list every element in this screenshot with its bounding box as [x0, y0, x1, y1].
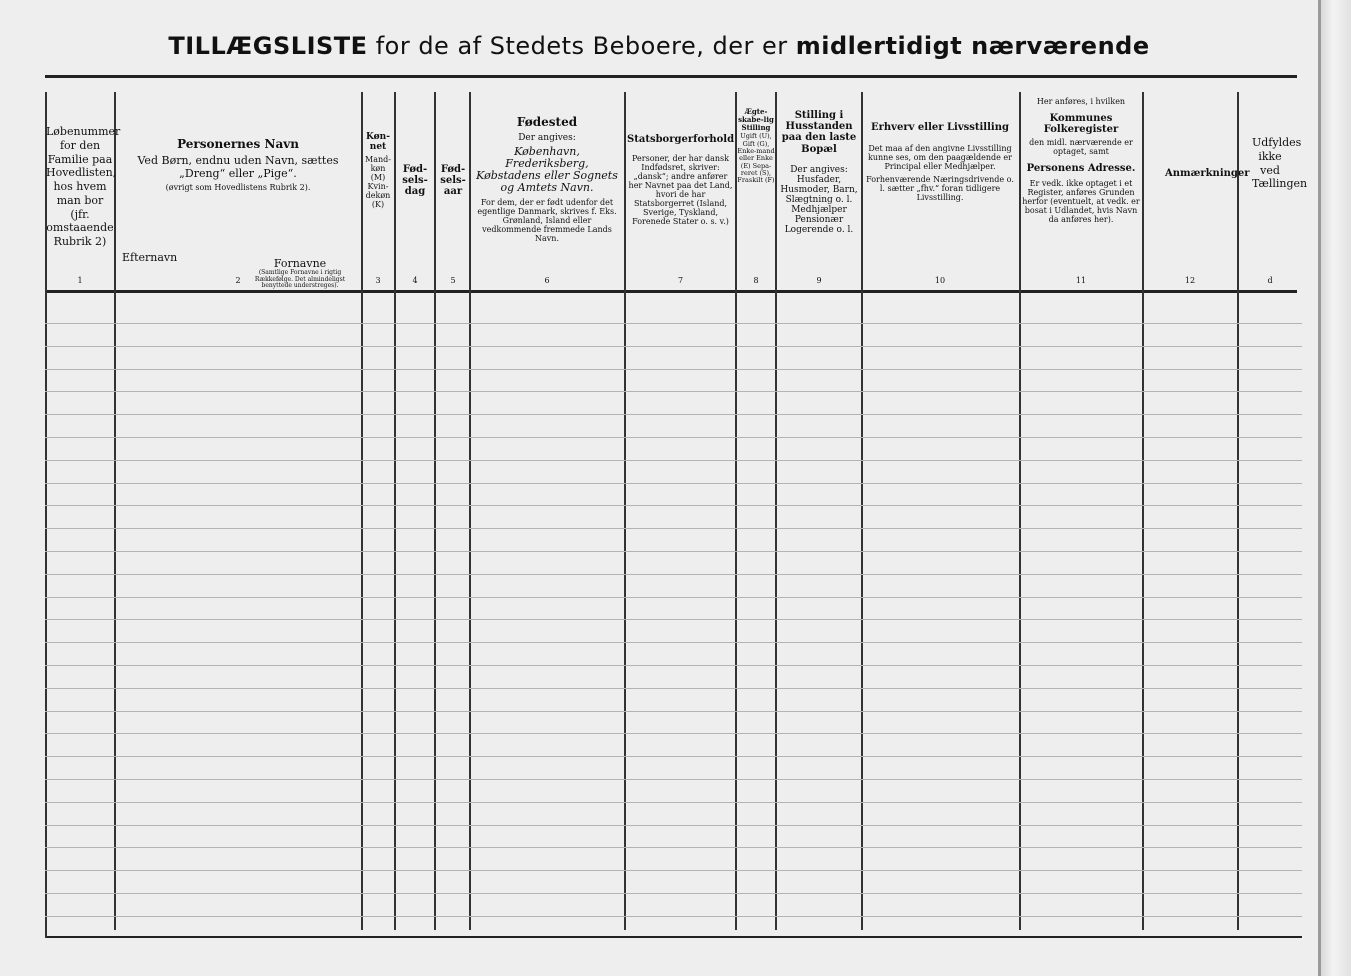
col-number-8: 8: [753, 276, 759, 285]
header-col12: [1145, 92, 1250, 272]
ruled-line: [45, 870, 1302, 871]
col-number-6: 6: [544, 276, 550, 285]
ruled-line: [45, 505, 1302, 506]
col4-heading: Fød-sels-dag: [402, 164, 428, 198]
col-number-7: 7: [677, 276, 684, 285]
page-edge: [1318, 0, 1351, 976]
ruled-line: [45, 642, 1302, 643]
ruled-line: [45, 802, 1302, 803]
ruled-line: [45, 460, 1302, 461]
col11-sub1: den midl. nærværende er optaget, samt: [1029, 138, 1133, 157]
header-col9: [778, 92, 860, 272]
col-number-3: 3: [375, 276, 381, 285]
col2-heading: Personernes Navn: [177, 137, 299, 151]
col6-heading: Fødested: [516, 115, 578, 129]
col2-fornavne: [240, 258, 360, 290]
ruled-line: [45, 756, 1302, 757]
column-rule: [1142, 92, 1144, 930]
ruled-line: [45, 665, 1302, 666]
column-rule: [861, 92, 863, 930]
ruled-line: [45, 619, 1302, 620]
col11-heading2: Personens Adresse.: [1026, 163, 1136, 175]
col12-heading: Anmærkninger: [1165, 168, 1250, 179]
col1-label: Løbenummer for den Familie paa Hovedlisten, hos hvem man bor (jfr. omstaaende Rubrik 2): [46, 125, 121, 248]
header-col6: [472, 92, 622, 272]
header-col5: [437, 92, 469, 272]
column-rule: [775, 92, 777, 930]
col8-heading: Ægte-skabe-lig Stilling: [738, 107, 774, 132]
column-rule: [1237, 92, 1239, 930]
header-col2: [117, 92, 359, 272]
ruled-line: [45, 711, 1302, 712]
ruled-line: [45, 323, 1302, 324]
col2-efternavn: [122, 252, 202, 268]
ruled-line: [45, 779, 1302, 780]
col11-sub2: Er vedk. ikke optaget i et Register, anføres Grunden herfor (eventuelt, at vedk. er bosat i Udlandet, hvis Navn da anføres her).: [1022, 179, 1140, 225]
col2-right-note: (Samtlige Fornavne i rigtig Rækkefølge. Det almindeligst benyttede understreges).: [254, 269, 346, 289]
header-col10: [864, 92, 1016, 272]
column-rule: [624, 92, 626, 930]
header-col3: [363, 92, 393, 272]
page-title: [0, 32, 1318, 60]
header-rule: [45, 290, 1297, 293]
ruled-line: [45, 528, 1302, 529]
col10-sub1: Det maa af den angivne Livsstilling kunne ses, om den paagældende er Principal eller Medhjælper.: [868, 144, 1012, 172]
col2-right-label: Fornavne: [273, 257, 327, 270]
col-number-5: 5: [450, 276, 456, 285]
col10-heading: Erhverv eller Livsstilling: [871, 122, 1009, 133]
col2-left-label: Efternavn: [122, 251, 178, 264]
col8-sub: Ugift (U), Gift (G), Enke-mand eller Enke (E) Sepa-reret (S), Fraskilt (F): [737, 132, 775, 185]
col-number-9: 9: [816, 276, 822, 285]
title-part2: for de af Stedets Beboere, der er: [375, 32, 788, 60]
col7-heading: Statsborgerforhold: [627, 134, 735, 145]
col2-sub1: Ved Børn, endnu uden Navn, sættes „Dreng“ eller „Pige“.: [137, 154, 339, 180]
col6-sub2: København, Frederiksberg, Købstadens eller Sognets og Amtets Navn.: [476, 144, 618, 195]
col-number-12: 12: [1184, 276, 1196, 285]
col10-sub2: Forhenværende Næringsdrivende o. l. sætter „fhv.“ foran tidligere Livsstilling.: [866, 175, 1014, 202]
ruled-line: [45, 916, 1302, 917]
ruled-line: [45, 597, 1302, 598]
ruled-line: [45, 346, 1302, 347]
col-number-11: 11: [1075, 276, 1087, 285]
title-part3: midlertidigt nærværende: [795, 32, 1150, 60]
cold-label: Udfyldes ikke ved Tællingen: [1252, 136, 1308, 191]
col7-sub: Personer, der har dansk Indfødsret, skriver: „dansk“; andre anfører her Navnet paa det Land, hvori de har Statsborgerret (Island, Sverige, Tyskland, Forenede Stater o. s. v.): [628, 154, 733, 226]
col11-heading: Kommunes Folkeregister: [1043, 112, 1119, 136]
col5-heading: Fød-sels-aar: [440, 164, 466, 198]
top-rule: [45, 75, 1297, 78]
ruled-line: [45, 893, 1302, 894]
ruled-line: [45, 437, 1302, 438]
col3-sub: Mand-køn (M) Kvin-dekøn (K): [365, 155, 391, 209]
column-rule: [114, 92, 116, 930]
column-rule: [394, 92, 396, 930]
col9-heading: Stilling i Husstanden paa den laste Bopæl: [781, 110, 857, 155]
col6-sub3: For dem, der er født udenfor det egentlige Danmark, skrives f. Eks. Grønland, Island eller vedkommende fremmede Lands Navn.: [477, 197, 617, 243]
ruled-line: [45, 414, 1302, 415]
column-rule: [434, 92, 436, 930]
col9-sub: Der angives: Husfader, Husmoder, Barn, Slægtning o. l. Medhjælper Pensionær Logerende o. l.: [780, 164, 858, 236]
col6-sub1: Der angives:: [518, 133, 576, 144]
column-rule: [1019, 92, 1021, 930]
header-cold: [1240, 136, 1308, 316]
ruled-line: [45, 688, 1302, 689]
ruled-line: [45, 733, 1302, 734]
ruled-line: [45, 825, 1302, 826]
col-number-d: d: [1267, 276, 1273, 285]
header-col11: [1022, 92, 1140, 272]
header-col4: [397, 92, 433, 272]
col2-sub2: (øvrigt som Hovedlistens Rubrik 2).: [165, 183, 311, 193]
col-number-10: 10: [934, 276, 946, 285]
ruled-line: [45, 369, 1302, 370]
ruled-line: [45, 551, 1302, 552]
ruled-line: [45, 574, 1302, 575]
col-number-4: 4: [412, 276, 418, 285]
ruled-line: [45, 391, 1302, 392]
header-col8: [737, 92, 775, 272]
col3-heading: Køn-net: [366, 132, 390, 153]
column-rule: [469, 92, 471, 930]
col-number-1: 1: [77, 276, 83, 285]
title-part1: TILLÆGSLISTE: [168, 32, 368, 60]
col11-pre: Her anføres, i hvilken: [1036, 97, 1126, 106]
header-col7: [627, 92, 734, 272]
bottom-rule: [45, 936, 1302, 938]
ruled-line: [45, 483, 1302, 484]
col-number-2: 2: [235, 276, 241, 285]
ruled-line: [45, 847, 1302, 848]
